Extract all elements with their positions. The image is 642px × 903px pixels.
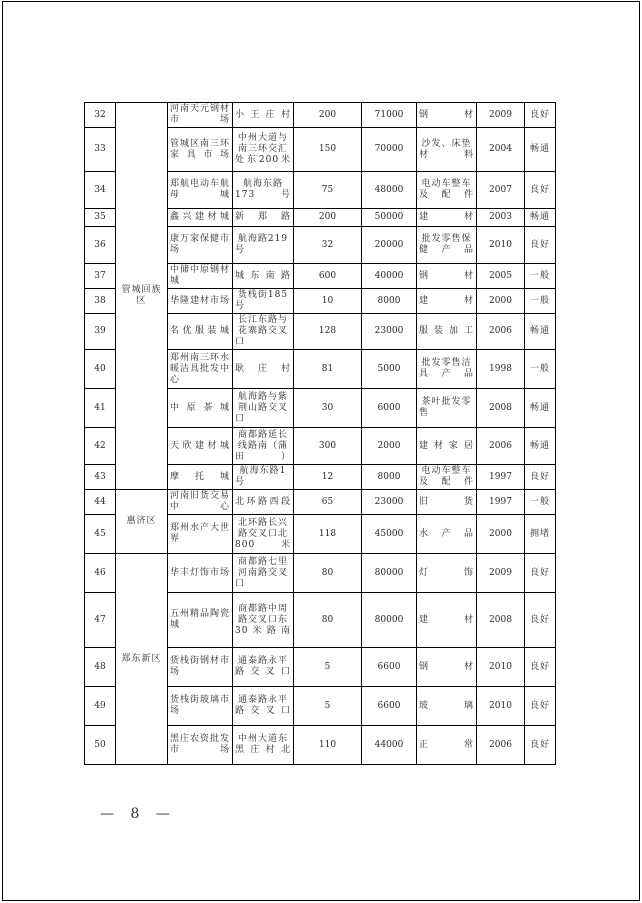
market-year: 2009 [477,554,525,593]
market-status: 良好 [525,687,556,726]
district-cell: 惠济区 [116,490,168,554]
row-number: 38 [85,289,116,314]
market-area: 81 [294,350,362,389]
market-status: 良好 [525,726,556,765]
row-number: 34 [85,172,116,209]
row-number: 40 [85,350,116,389]
row-number: 37 [85,264,116,289]
market-name: 康万家保健市场 [168,227,233,264]
market-year: 2010 [477,687,525,726]
market-address: 航海东路1号 [233,465,294,490]
market-year: 2009 [477,103,525,128]
market-status: 良好 [525,648,556,687]
market-year: 1997 [477,465,525,490]
row-number: 36 [85,227,116,264]
market-status: 畅通 [525,209,556,227]
market-goods: 正常 [417,726,477,765]
district-cell: 管城回族区 [116,103,168,490]
market-name: 摩托城 [168,465,233,490]
market-year: 2000 [477,289,525,314]
market-value: 44000 [362,726,417,765]
market-address: 商都路延长线路南（蒲田） [233,428,294,465]
market-goods: 钢材 [417,648,477,687]
market-status: 畅通 [525,389,556,428]
market-address: 耿庄村 [233,350,294,389]
market-year: 2010 [477,648,525,687]
page-number: — 8 — [100,806,176,822]
row-number: 42 [85,428,116,465]
market-status: 一般 [525,350,556,389]
market-address: 小王庄村 [233,103,294,128]
market-year: 1998 [477,350,525,389]
market-area: 65 [294,490,362,515]
market-goods: 茶叶批发零售 [417,389,477,428]
market-value: 23000 [362,490,417,515]
market-status: 一般 [525,264,556,289]
market-value: 8000 [362,289,417,314]
market-address: 通泰路永平路交叉口 [233,687,294,726]
market-area: 75 [294,172,362,209]
row-number: 39 [85,314,116,350]
market-address: 通泰路永平路交叉口 [233,648,294,687]
market-area: 200 [294,103,362,128]
market-area: 200 [294,209,362,227]
row-number: 32 [85,103,116,128]
market-goods: 灯饰 [417,554,477,593]
market-area: 5 [294,648,362,687]
market-area: 10 [294,289,362,314]
market-goods: 批发零售洁具产品 [417,350,477,389]
market-year: 2005 [477,264,525,289]
market-value: 80000 [362,593,417,648]
market-status: 良好 [525,172,556,209]
market-area: 32 [294,227,362,264]
market-goods: 建材 [417,209,477,227]
market-address: 中州大道与南三环交汇处东200米 [233,128,294,172]
market-goods: 钢材 [417,103,477,128]
market-name: 郑州南三环水暖洁具批发中心 [168,350,233,389]
market-status: 拥堵 [525,515,556,554]
market-name: 郑航电动车航母城 [168,172,233,209]
market-goods: 玻璃 [417,687,477,726]
market-name: 中储中原钢材城 [168,264,233,289]
market-address: 货栈街185号 [233,289,294,314]
market-area: 150 [294,128,362,172]
market-value: 50000 [362,209,417,227]
market-area: 128 [294,314,362,350]
market-goods: 建材 [417,593,477,648]
market-name: 郑州水产大世界 [168,515,233,554]
market-value: 80000 [362,554,417,593]
market-status: 畅通 [525,428,556,465]
market-status: 良好 [525,465,556,490]
market-name: 中原茶城 [168,389,233,428]
market-area: 600 [294,264,362,289]
market-area: 300 [294,428,362,465]
table-row [85,554,556,593]
market-area: 30 [294,389,362,428]
market-goods: 旧货 [417,490,477,515]
market-year: 2008 [477,593,525,648]
market-name: 鑫兴建材城 [168,209,233,227]
row-number: 49 [85,687,116,726]
market-goods: 建材家居 [417,428,477,465]
market-value: 6000 [362,389,417,428]
market-area: 80 [294,593,362,648]
market-name: 天欣建材城 [168,428,233,465]
market-name: 黑庄农资批发市场 [168,726,233,765]
market-area: 5 [294,687,362,726]
market-status: 畅通 [525,128,556,172]
market-status: 良好 [525,227,556,264]
market-address: 中州大道东黑庄村北 [233,726,294,765]
market-status: 一般 [525,490,556,515]
market-area: 110 [294,726,362,765]
market-value: 5000 [362,350,417,389]
market-value: 8000 [362,465,417,490]
market-value: 48000 [362,172,417,209]
market-goods: 批发零售保健产品 [417,227,477,264]
market-address: 航海东路173号 [233,172,294,209]
market-year: 2010 [477,227,525,264]
market-address: 北环路长兴路交叉口北800米 [233,515,294,554]
market-value: 45000 [362,515,417,554]
row-number: 44 [85,490,116,515]
market-table [84,102,556,765]
row-number: 33 [85,128,116,172]
row-number: 43 [85,465,116,490]
row-number: 46 [85,554,116,593]
district-cell: 郑东新区 [116,554,168,765]
market-area: 12 [294,465,362,490]
row-number: 35 [85,209,116,227]
market-name: 五州精品陶瓷城 [168,593,233,648]
market-value: 20000 [362,227,417,264]
market-name: 华丰灯饰市场 [168,554,233,593]
market-status: 良好 [525,554,556,593]
market-value: 2000 [362,428,417,465]
market-year: 2006 [477,314,525,350]
market-year: 2008 [477,389,525,428]
market-value: 40000 [362,264,417,289]
market-address: 航海路与紫荆山路交叉口 [233,389,294,428]
market-value: 70000 [362,128,417,172]
market-goods: 服装加工 [417,314,477,350]
table-row [85,103,556,128]
market-value: 6600 [362,648,417,687]
market-goods: 水产品 [417,515,477,554]
market-status: 畅通 [525,314,556,350]
row-number: 45 [85,515,116,554]
market-address: 航海路219号 [233,227,294,264]
market-value: 71000 [362,103,417,128]
market-name: 货栈街钢材市场 [168,648,233,687]
market-address: 长江东路与花寨路交叉口 [233,314,294,350]
market-area: 80 [294,554,362,593]
market-name: 河南旧货交易中心 [168,490,233,515]
market-address: 城东南路 [233,264,294,289]
row-number: 50 [85,726,116,765]
market-address: 商都路中周路交叉口东30米路南 [233,593,294,648]
market-year: 1997 [477,490,525,515]
market-name: 货栈街玻璃市场 [168,687,233,726]
market-year: 2000 [477,515,525,554]
market-goods: 钢材 [417,264,477,289]
market-goods: 电动车整车及配件 [417,172,477,209]
market-status: 良好 [525,103,556,128]
market-name: 河南天元钢材市场 [168,103,233,128]
market-year: 2007 [477,172,525,209]
row-number: 48 [85,648,116,687]
market-name: 名优服装城 [168,314,233,350]
market-year: 2004 [477,128,525,172]
market-goods: 沙发、床垫材料 [417,128,477,172]
market-year: 2006 [477,428,525,465]
market-goods: 电动车整车及配件 [417,465,477,490]
market-address: 新郑路 [233,209,294,227]
market-name: 管城区南三环家具市场 [168,128,233,172]
row-number: 47 [85,593,116,648]
market-address: 北环路西段 [233,490,294,515]
market-status: 良好 [525,593,556,648]
row-number: 41 [85,389,116,428]
market-value: 23000 [362,314,417,350]
market-address: 商都路七里河南路交叉口 [233,554,294,593]
market-status: 一般 [525,289,556,314]
table-row [85,490,556,515]
market-area: 118 [294,515,362,554]
market-name: 华隆建材市场 [168,289,233,314]
market-year: 2006 [477,726,525,765]
market-year: 2003 [477,209,525,227]
market-value: 6600 [362,687,417,726]
market-goods: 建材 [417,289,477,314]
